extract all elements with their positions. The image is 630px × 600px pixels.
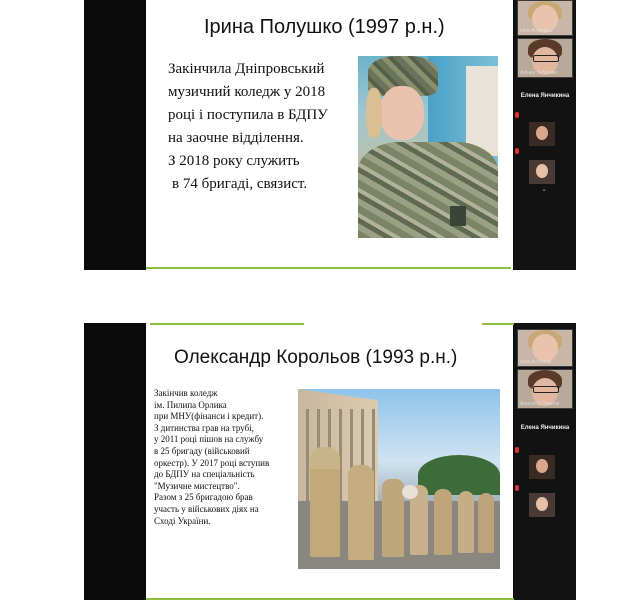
participant-name: Інна Антоніва — [520, 28, 552, 34]
orchestra-photo — [298, 389, 500, 569]
participant-name: Інна Антоніва — [520, 359, 552, 365]
slide-accent-line — [150, 323, 304, 325]
video-tile[interactable] — [517, 38, 573, 78]
chevron-down-icon[interactable]: ⌄ — [541, 186, 547, 193]
video-tile[interactable] — [517, 369, 573, 409]
text-line: році і поступила в БДПУ — [168, 107, 328, 123]
shared-screen-1 — [84, 0, 576, 270]
slide-body-text — [154, 388, 300, 527]
text-line: участь у військових діях на — [154, 503, 259, 514]
slide-title: Ірина Полушко (1997 р.н.) — [204, 16, 445, 38]
text-line: у 2011 році пішов на службу — [154, 434, 264, 445]
text-line: в 74 бригаді, связист. — [172, 176, 308, 192]
participant-thumbnail[interactable] — [529, 122, 555, 146]
participant-name: Анатолій Павлов — [520, 401, 560, 407]
slide-accent-line — [146, 267, 511, 269]
shared-screen-2 — [84, 323, 576, 600]
participant-name: Алінка Тобілова — [520, 70, 558, 76]
text-line: Закінчила Дніпровський — [168, 61, 325, 77]
text-line: оркестр). У 2017 році вступив — [154, 457, 270, 468]
participant-thumbnail[interactable] — [529, 493, 555, 517]
text-line: "Музичне мистецтво". — [154, 480, 240, 491]
text-line: при МНУ(фінанси і кредит). — [154, 411, 264, 422]
participants-panel — [514, 0, 576, 270]
video-tile[interactable] — [517, 329, 573, 367]
text-line: в 25 бригаду (військовий — [154, 445, 250, 456]
video-tile[interactable] — [517, 0, 573, 36]
text-line: на заочне відділення. — [168, 130, 304, 146]
text-line: музичний коледж у 2018 — [168, 84, 326, 100]
text-line: до БДПУ на спеціальність — [154, 469, 255, 480]
slide-body-text — [168, 58, 358, 196]
participants-panel — [514, 323, 576, 600]
text-line: Закінчив коледж — [154, 388, 218, 398]
active-speaker-name: Елена Янчикина — [520, 93, 570, 99]
mic-muted-icon — [515, 447, 519, 453]
text-line: Сході України. — [154, 515, 211, 526]
text-line: З дитинства грав на трубі, — [154, 422, 254, 433]
mic-muted-icon — [515, 148, 519, 154]
participant-thumbnail[interactable] — [529, 455, 555, 479]
presentation-slide-2 — [146, 323, 513, 600]
text-line: З 2018 року служить — [168, 153, 300, 169]
text-line: ім. Пилипа Орлика — [154, 399, 227, 410]
text-line: Разом з 25 бригадою брав — [154, 492, 253, 503]
slide-title: Олександр Корольов (1993 р.н.) — [174, 347, 458, 368]
mic-muted-icon — [515, 485, 519, 491]
mic-muted-icon — [515, 112, 519, 118]
presentation-slide-1 — [146, 0, 513, 270]
participant-thumbnail[interactable] — [529, 160, 555, 184]
portrait-photo — [358, 56, 498, 238]
active-speaker-name: Елена Янчикина — [520, 425, 570, 431]
slide-accent-line — [482, 323, 514, 325]
